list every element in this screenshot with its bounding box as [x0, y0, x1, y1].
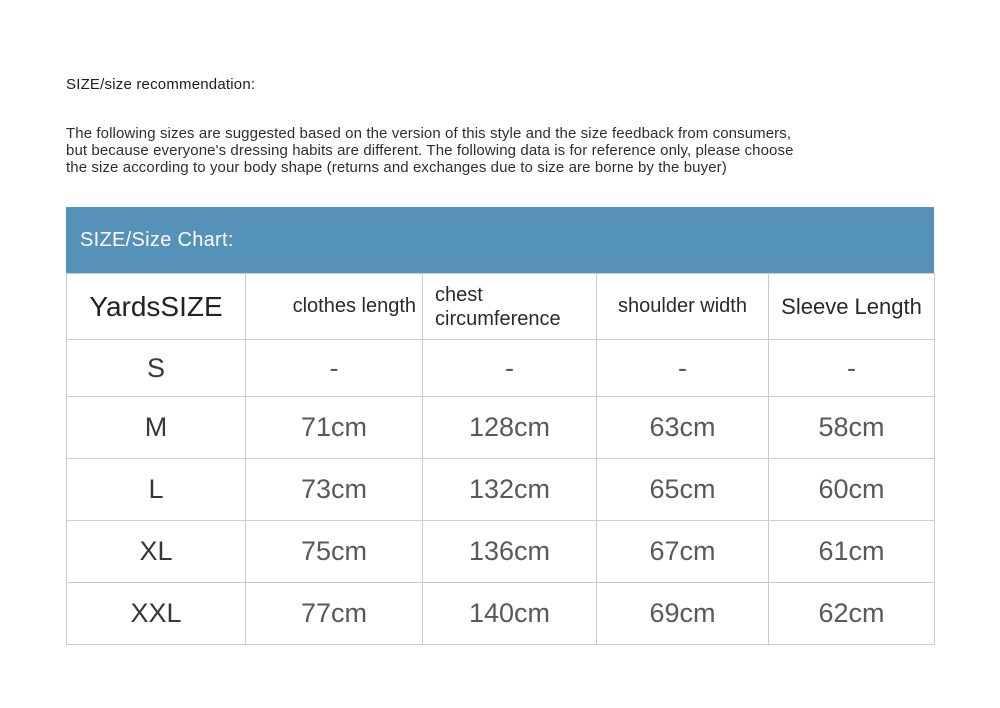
size-recommendation-title: SIZE/size recommendation: — [66, 76, 256, 93]
shoulder-width-value: 63cm — [597, 397, 769, 459]
table-row-size-l — [67, 459, 935, 521]
sleeve-length-value: 61cm — [769, 521, 935, 583]
sleeve-length-value: 60cm — [769, 459, 935, 521]
chest-circumference-value: 140cm — [423, 583, 597, 645]
chest-circumference-value: 132cm — [423, 459, 597, 521]
size-label: S — [67, 340, 246, 397]
sleeve-length-value: - — [769, 340, 935, 397]
size-label: XXL — [67, 583, 246, 645]
table-row-size-m — [67, 397, 935, 459]
sleeve-length-value: 62cm — [769, 583, 935, 645]
column-header-chest-circumference: chest circumference — [423, 274, 597, 340]
size-label: L — [67, 459, 246, 521]
shoulder-width-value: - — [597, 340, 769, 397]
size-label: XL — [67, 521, 246, 583]
shoulder-width-value: 69cm — [597, 583, 769, 645]
shoulder-width-value: 65cm — [597, 459, 769, 521]
chest-circumference-value: 128cm — [423, 397, 597, 459]
clothes-length-value: 75cm — [246, 521, 423, 583]
paragraph-line-2: but because everyone's dressing habits are different. The following data is for reference only, please choose — [66, 142, 794, 159]
size-recommendation-paragraph — [66, 125, 938, 176]
shoulder-width-value: 67cm — [597, 521, 769, 583]
clothes-length-value: 77cm — [246, 583, 423, 645]
chest-circumference-value: - — [423, 340, 597, 397]
size-chart-banner — [66, 207, 934, 273]
column-header-clothes-length: clothes length — [246, 274, 423, 340]
size-chart-table — [66, 273, 935, 645]
clothes-length-value: - — [246, 340, 423, 397]
size-chart-banner-title: SIZE/Size Chart: — [80, 228, 234, 251]
sleeve-length-value: 58cm — [769, 397, 935, 459]
paragraph-line-1: The following sizes are suggested based on the version of this style and the size feedback from consumers, — [66, 125, 792, 142]
table-row-size-xxl — [67, 583, 935, 645]
table-row-size-xl — [67, 521, 935, 583]
clothes-length-value: 73cm — [246, 459, 423, 521]
column-header-shoulder-width: shoulder width — [597, 274, 769, 340]
table-row-size-s — [67, 340, 935, 397]
paragraph-line-3: the size according to your body shape (returns and exchanges due to size are borne by the buyer) — [66, 159, 727, 176]
column-header-yards-size: YardsSIZE — [67, 274, 246, 340]
table-header-row — [67, 274, 935, 340]
column-header-sleeve-length: Sleeve Length — [769, 274, 935, 340]
size-label: M — [67, 397, 246, 459]
clothes-length-value: 71cm — [246, 397, 423, 459]
chest-circumference-value: 136cm — [423, 521, 597, 583]
